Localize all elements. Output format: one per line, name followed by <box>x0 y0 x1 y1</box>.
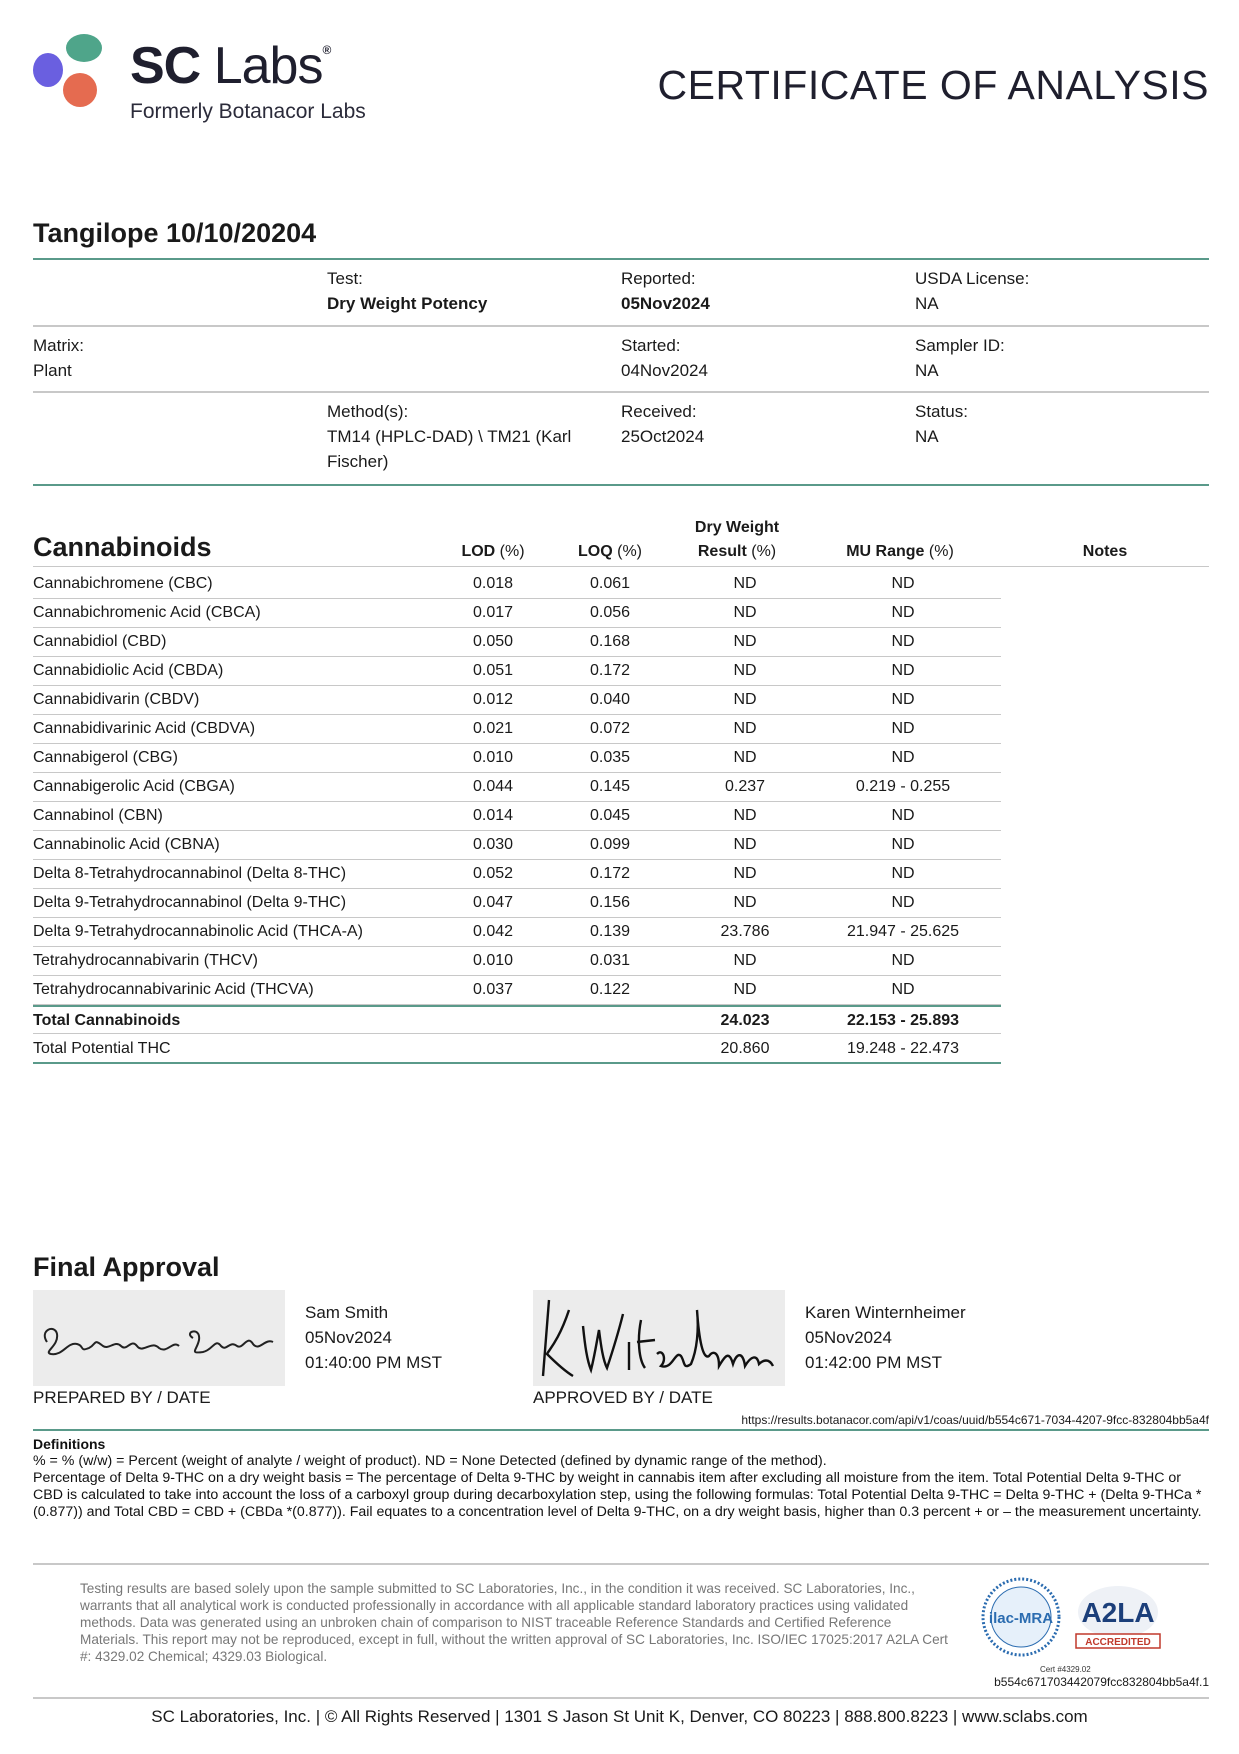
table-row <box>33 744 1001 773</box>
table-row <box>33 918 1001 947</box>
mu-range-value: ND <box>891 981 915 998</box>
analyte-name: Delta 9-Tetrahydrocannabinolic Acid (THCA-A) <box>33 923 363 940</box>
result-value: ND <box>733 836 757 853</box>
loq-value: 0.072 <box>589 720 631 737</box>
lod-header: LOD (%) <box>461 543 525 560</box>
loq-value: 0.056 <box>589 604 631 621</box>
usda-license-field: USDA License: NA <box>915 269 1030 313</box>
lod-value: 0.010 <box>472 952 514 969</box>
cert-number: Cert #4329.02 <box>1040 1665 1091 1674</box>
analyte-name: Delta 8-Tetrahydrocannabinol (Delta 8-THC) <box>33 865 347 882</box>
result-value: ND <box>733 981 757 998</box>
reported-field: Reported: 05Nov2024 <box>621 269 710 313</box>
table-row <box>33 570 1001 599</box>
method-field: Method(s): TM14 (HPLC-DAD) \ TM21 (Karl Fischer) <box>327 402 572 471</box>
lod-value: 0.037 <box>472 981 514 998</box>
loq-value: 0.035 <box>589 749 631 766</box>
table-row <box>33 773 1001 802</box>
loq-value: 0.099 <box>589 836 631 853</box>
loq-value: 0.168 <box>589 633 631 650</box>
analyte-name: Cannabidivarinic Acid (CBDVA) <box>33 720 256 737</box>
definitions-section: Definitions % = % (w/w) = Percent (weight of analyte / weight of product). ND = None Detected (defined by dynamic range of the method). Percentage of Delta 9-THC on a dry weight basis = The percentage of Delta 9-THC by weight in cannabis item after excluding all moisture from the item. Total Potential Delta 9-THC or CBD is calculated to take into account the loss of a carboxyl group during decarboxylation step, using the following formulas: Total Potential Delta 9-THC = Delta 9-THC + (Delta 9-THCa *(0.877)) and Total CBD = CBD + (CBDa *(0.877)). Fail equates to a concentration level of Delta 9-THC, on a dry weight basis, higher than 0.3 percent + or – the measurement uncertainty. <box>33 1436 1202 1520</box>
sc-labs-logo-icon <box>32 30 112 110</box>
table-row <box>33 889 1001 918</box>
prepared-by-label: PREPARED BY / DATE <box>33 1388 211 1407</box>
result-value: ND <box>733 604 757 621</box>
analyte-name: Cannabidivarin (CBDV) <box>33 691 200 708</box>
cannabinoids-title: Cannabinoids <box>33 532 212 562</box>
divider <box>33 391 1209 393</box>
analyte-name: Tetrahydrocannabivarin (THCV) <box>33 952 258 969</box>
divider <box>33 1429 1209 1431</box>
mu-range-value: 0.219 - 0.255 <box>855 778 951 795</box>
analyte-name: Delta 9-Tetrahydrocannabinol (Delta 9-THC) <box>33 894 347 911</box>
sampler-id-field: Sampler ID: NA <box>915 336 1005 380</box>
approved-by-label: APPROVED BY / DATE <box>533 1388 713 1407</box>
table-row <box>33 831 1001 860</box>
result-value: ND <box>733 720 757 737</box>
lod-value: 0.018 <box>472 575 514 592</box>
result-value: ND <box>733 952 757 969</box>
lod-value: 0.021 <box>472 720 514 737</box>
footer: SC Laboratories, Inc. | © All Rights Reserved | 1301 S Jason St Unit K, Denver, CO 80223 | 888.800.8223 | www.sclabs.com <box>151 1707 1088 1726</box>
sample-name: Tangilope 10/10/20204 <box>33 218 317 248</box>
svg-text:ilac-MRA: ilac-MRA <box>988 1610 1054 1627</box>
mu-range-value: ND <box>891 691 915 708</box>
certificate-id: b554c671703442079fcc832804bb5a4f.1 <box>994 1675 1209 1689</box>
divider <box>33 325 1209 327</box>
mu-range-value: ND <box>891 836 915 853</box>
analyte-name: Cannabinolic Acid (CBNA) <box>33 836 220 853</box>
analyte-name: Cannabichromenic Acid (CBCA) <box>33 604 261 621</box>
a2la-accredited-logo-icon <box>1068 1582 1168 1652</box>
analyte-name: Cannabichromene (CBC) <box>33 575 213 592</box>
result-value: ND <box>733 662 757 679</box>
brand-name: SC Labs® <box>130 37 331 95</box>
analyte-name: Cannabidiol (CBD) <box>33 633 167 650</box>
mu-range-header: MU Range (%) <box>846 543 954 560</box>
lod-value: 0.051 <box>472 662 514 679</box>
loq-value: 0.040 <box>589 691 631 708</box>
table-row <box>33 947 1001 976</box>
approved-by-details: Karen Winternheimer 05Nov2024 01:42:00 PM MST <box>805 1303 966 1372</box>
test-field: Test: Dry Weight Potency <box>327 269 488 313</box>
divider <box>33 484 1209 486</box>
divider <box>33 1697 1209 1699</box>
prepared-by-details: Sam Smith 05Nov2024 01:40:00 PM MST <box>305 1303 443 1372</box>
mu-range-value: 21.947 - 25.625 <box>846 923 960 940</box>
total-cannabinoids-row: Total Cannabinoids 24.023 22.153 - 25.893 <box>33 1005 1001 1034</box>
approved-signature <box>533 1290 785 1386</box>
lod-value: 0.030 <box>472 836 514 853</box>
divider <box>33 566 1209 567</box>
mu-range-value: ND <box>891 749 915 766</box>
lod-value: 0.010 <box>472 749 514 766</box>
result-value: 0.237 <box>724 778 766 795</box>
mu-range-value: ND <box>891 894 915 911</box>
mu-range-value: ND <box>891 865 915 882</box>
result-value: 23.786 <box>720 923 770 940</box>
svg-text:A2LA: A2LA <box>1081 1597 1155 1628</box>
table-row <box>33 628 1001 657</box>
loq-value: 0.045 <box>589 807 631 824</box>
result-value: ND <box>733 865 757 882</box>
lod-value: 0.014 <box>472 807 514 824</box>
lod-value: 0.047 <box>472 894 514 911</box>
table-row <box>33 599 1001 628</box>
mu-range-value: ND <box>891 662 915 679</box>
brand-subtitle: Formerly Botanacor Labs <box>130 100 366 123</box>
loq-value: 0.145 <box>589 778 631 795</box>
lod-value: 0.052 <box>472 865 514 882</box>
table-row <box>33 686 1001 715</box>
lod-value: 0.050 <box>472 633 514 650</box>
loq-value: 0.172 <box>589 662 631 679</box>
table-row <box>33 657 1001 686</box>
divider <box>33 1563 1209 1565</box>
mu-range-value: ND <box>891 952 915 969</box>
total-potential-thc-row: Total Potential THC 20.860 19.248 - 22.473 <box>33 1035 1001 1064</box>
analyte-name: Cannabigerol (CBG) <box>33 749 178 766</box>
analyte-name: Cannabidiolic Acid (CBDA) <box>33 662 224 679</box>
document-title: CERTIFICATE OF ANALYSIS <box>657 62 1209 108</box>
mu-range-value: ND <box>891 633 915 650</box>
analyte-name: Cannabigerolic Acid (CBGA) <box>33 778 235 795</box>
mu-range-value: ND <box>891 720 915 737</box>
result-value: ND <box>733 691 757 708</box>
matrix-field: Matrix: Plant <box>33 336 84 380</box>
loq-value: 0.031 <box>589 952 631 969</box>
mu-range-value: ND <box>891 807 915 824</box>
analyte-name: Tetrahydrocannabivarinic Acid (THCVA) <box>33 981 314 998</box>
disclaimer-text: Testing results are based solely upon the sample submitted to SC Laboratories, Inc., in the condition it was received. SC Laboratories, Inc., warrants that all analytical work is conducted professionally in accordance with all applicable standard laboratory practices using validated methods. Data was generated using an unbroken chain of comparison to NIST traceable Reference Standards and Certified Reference Materials. This report may not be reproduced, except in full, without the written approval of SC Laboratories, Inc. ISO/IEC 17025:2017 A2LA Cert #: 4329.02 Chemical; 4329.03 Biological. <box>80 1581 948 1664</box>
result-value: ND <box>733 575 757 592</box>
table-row <box>33 715 1001 744</box>
lod-value: 0.012 <box>472 691 514 708</box>
prepared-signature <box>33 1290 285 1386</box>
result-value: ND <box>733 633 757 650</box>
lod-value: 0.042 <box>472 923 514 940</box>
loq-value: 0.061 <box>589 575 631 592</box>
lod-value: 0.017 <box>472 604 514 621</box>
loq-value: 0.139 <box>589 923 631 940</box>
mu-range-value: ND <box>891 604 915 621</box>
lod-value: 0.044 <box>472 778 514 795</box>
loq-header: LOQ (%) <box>577 543 642 560</box>
result-header: Dry Weight Result (%) <box>694 519 780 560</box>
result-value: ND <box>733 749 757 766</box>
mu-range-value: ND <box>891 575 915 592</box>
analyte-name: Cannabinol (CBN) <box>33 807 163 824</box>
ilac-mra-logo-icon <box>978 1574 1064 1660</box>
loq-value: 0.156 <box>589 894 631 911</box>
notes-header: Notes <box>1082 543 1128 560</box>
received-field: Received: 25Oct2024 <box>621 402 705 446</box>
loq-value: 0.172 <box>589 865 631 882</box>
table-row <box>33 860 1001 889</box>
report-url-link[interactable]: https://results.botanacor.com/api/v1/coas/uuid/b554c671-7034-4207-9fcc-832804bb5a4f <box>741 1413 1209 1427</box>
svg-text:ACCREDITED: ACCREDITED <box>1085 1637 1151 1648</box>
table-row <box>33 802 1001 831</box>
result-value: ND <box>733 894 757 911</box>
final-approval-title: Final Approval <box>33 1252 220 1282</box>
result-value: ND <box>733 807 757 824</box>
started-field: Started: 04Nov2024 <box>621 336 708 380</box>
status-field: Status: NA <box>915 402 968 446</box>
table-row <box>33 976 1001 1005</box>
divider <box>33 258 1209 260</box>
loq-value: 0.122 <box>589 981 631 998</box>
